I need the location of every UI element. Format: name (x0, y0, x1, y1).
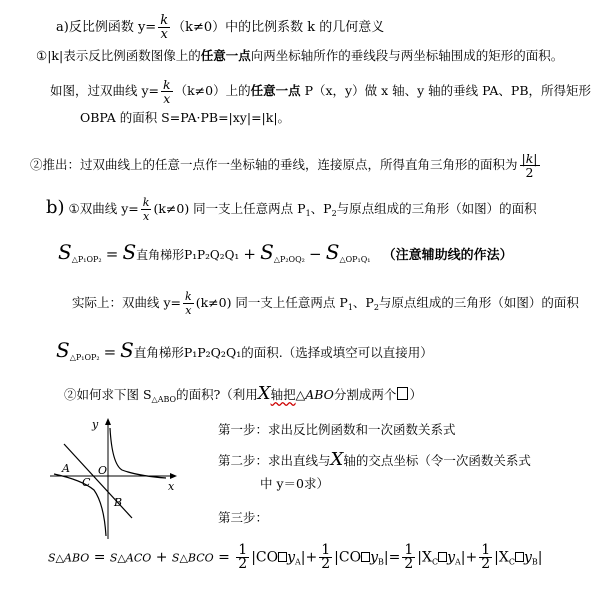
point-2-line (30, 152, 542, 179)
y-axis-arrow (105, 418, 111, 425)
question-x: X (257, 383, 271, 404)
formula-1-eq: = (105, 245, 119, 263)
step-2-text-b: 轴的交点坐标（令一次函数关系式 (343, 453, 531, 468)
formula-2-tail: 的面积.（选择或填空可以直接用） (241, 345, 433, 360)
example-text-2: （k≠0）上的 (174, 83, 251, 98)
section-b-line (46, 196, 537, 223)
formula-1-sub-b: 直角梯形P₁P₂Q₂Q₁ (136, 248, 240, 262)
section-a-text-2: （k≠0）中的比例系数 k 的几何意义 (172, 20, 385, 35)
sub-2: 2 (331, 209, 337, 218)
section-b-text-4: 与原点组成的三角形（如图）的面积 (336, 201, 537, 216)
step-2-text-a: 第二步：求出直线与 (218, 453, 331, 468)
question-sub: △ABO (151, 395, 177, 404)
formula-1 (58, 240, 513, 268)
formula-3-eq2: = (218, 549, 230, 566)
k-over-x-fraction-3: $\frac{k}{x}$ (142, 196, 150, 223)
formula-3-b: B (378, 557, 384, 567)
formula-3-saco: S△ACO (109, 551, 152, 565)
section-a-heading (56, 14, 384, 41)
formula-3-yb-2: y (523, 549, 532, 566)
actually-text-3: 、P (352, 295, 374, 310)
formula-2-eq: = (103, 343, 117, 361)
box-2 (361, 552, 370, 562)
formula-3-c-1: C (431, 557, 439, 567)
example-bold: 任意一点 (250, 83, 301, 98)
formula-1-plus: + (243, 245, 256, 263)
formula-3-plus-3: + (465, 549, 478, 566)
formula-3-a-2: A (455, 557, 461, 567)
step-2-x: X (330, 449, 344, 470)
k-over-x-fraction-2: $\frac{k}{x}$ (163, 77, 171, 106)
circle-1: ① (36, 48, 48, 63)
formula-1-s1: S (58, 240, 72, 264)
step-3 (218, 510, 268, 526)
formula-3-lhs: S△ABO (48, 551, 90, 565)
k-over-2-fraction: $\frac{|k|}{2}$ (521, 151, 538, 180)
formula-3-eq1: = (93, 549, 106, 566)
example-text-1: 如图，过双曲线 y= (50, 83, 160, 98)
label-B: B (114, 496, 123, 509)
actually-line (72, 290, 579, 317)
question-triangle: △ABO (295, 387, 334, 402)
label-C: C (82, 476, 91, 489)
label-x: x (168, 480, 175, 493)
section-a-text-1: a)反比例函数 y= (56, 20, 157, 35)
formula-1-s3: S (260, 240, 274, 264)
step-3-text: 第三步： (218, 510, 269, 525)
step-1-text: 第一步：求出反比例函数和一次函数关系式 (218, 422, 456, 437)
point-1-example-line (50, 78, 591, 105)
actually-text-1: 实际上：双曲线 y= (72, 295, 182, 310)
formula-3-xc-1: |X (417, 549, 432, 566)
hyperbola-lower (54, 474, 106, 536)
question-text-2: 的面积?（利用 (176, 387, 258, 402)
question-text-3: 轴把 (270, 387, 296, 402)
half-2: $\frac{1}{2}$ (321, 542, 331, 572)
formula-3-plus-1: + (155, 549, 168, 566)
section-b-text-2: (k≠0) 同一支上任意两点 P (153, 201, 306, 216)
formula-3-ya: y (287, 549, 296, 566)
question-text-5: ） (409, 387, 422, 402)
step-2-text-c: 中 y＝0求） (260, 476, 329, 491)
formula-3-b-2: B (531, 557, 538, 567)
sub-1: 1 (305, 209, 311, 218)
point-2-text: ②推出：过双曲线上的任意一点作一坐标轴的垂线，连接原点，所得直角三角形的面积为 (30, 157, 518, 172)
formula-3-sbco: S△BCO (171, 551, 214, 565)
formula-1-note: （注意辅助线的作法） (382, 248, 513, 263)
k-over-x-fraction-4: $\frac{k}{x}$ (185, 290, 192, 317)
formula-1-s4: S (325, 240, 340, 264)
k-over-x-fraction: $\frac{k}{x}$ (160, 13, 169, 42)
x-axis-arrow (170, 473, 177, 479)
question-line (64, 383, 422, 408)
formula-3-plus-2: + (305, 549, 318, 566)
rectangle-area-text: OBPA 的面积 S=PA·PB=|xy|=|k|。 (80, 110, 291, 125)
circle-b1: ① (68, 201, 80, 216)
formula-1-sub-d: △OP₁Q₁ (339, 255, 371, 264)
formula-2-trap: 直角梯形P₁P₂Q₂Q₁ (133, 345, 242, 360)
actually-text-4: 与原点组成的三角形（如图）的面积 (378, 295, 579, 310)
step-1 (218, 422, 456, 438)
question-text-1: ②如何求下图 S (64, 387, 152, 402)
section-b-label: b) (46, 197, 65, 218)
label-A: A (62, 462, 70, 475)
formula-3-co-1: |CO (251, 549, 279, 566)
box-4 (515, 552, 524, 562)
step-2 (218, 449, 531, 470)
label-O: O (98, 464, 108, 477)
section-b-text-3: 、P (310, 201, 332, 216)
formula-3-c-2: C (508, 557, 515, 567)
formula-3-ya-2: y (447, 549, 455, 566)
label-y: y (92, 418, 99, 431)
half-4: $\frac{1}{2}$ (481, 542, 491, 572)
formula-1-minus: − (309, 245, 322, 263)
example-text-3: P（x，y）做 x 轴、y 轴的垂线 PA、PB，所得矩形 (300, 83, 592, 98)
formula-1-sub-c: △P₂OQ₂ (273, 255, 305, 264)
formula-3-co-2: |CO (334, 549, 362, 566)
formula-3-eq3: = (388, 549, 401, 566)
formula-2-sub-a: △P₁OP₂ (69, 353, 100, 362)
formula-3: S△ABO = S△ACO + S△BCO = $\frac{1}{2}$ |CO $y_A|+$ $\frac{1}{2}$ |CO $y_B|=$ $\frac{1}{2}$ $|X_C$ $y_A|+$ $\frac{1}{2}$ $|X_C$ $y_B|$ (48, 542, 543, 572)
actually-text-2: (k≠0) 同一支上任意两点 P (195, 295, 348, 310)
point-1-line (36, 48, 563, 64)
point-1-text-1: |k|表示反比例函数图像上的 (47, 48, 201, 63)
formula-2-s1: S (56, 338, 70, 362)
formula-3-a: A (295, 557, 301, 567)
half-1: $\frac{1}{2}$ (238, 542, 248, 572)
formula-2-s2: S (120, 338, 134, 362)
formula-1-sub-a: △P₁OP₂ (71, 255, 102, 264)
box-1 (278, 552, 287, 562)
graph (48, 414, 178, 544)
formula-2 (56, 338, 433, 366)
sub-3: 1 (347, 303, 353, 312)
formula-3-xc-2: |X (494, 549, 509, 566)
blank-box (397, 387, 408, 400)
half-3: $\frac{1}{2}$ (404, 542, 414, 572)
hyperbola-upper (110, 428, 166, 478)
point-1-text-2: 向两坐标轴所作的垂线段与两坐标轴围成的矩形的面积。 (250, 48, 564, 63)
section-b-text-1: 双曲线 y= (79, 201, 139, 216)
formula-1-s2: S (122, 240, 137, 264)
rectangle-area-line (80, 110, 290, 126)
formula-3-yb: y (370, 549, 378, 566)
sub-4: 2 (373, 303, 379, 312)
box-3 (438, 552, 447, 562)
step-2-cont (260, 476, 329, 492)
point-1-bold: 任意一点 (200, 48, 251, 63)
question-text-4: 分割成两个 (333, 387, 397, 402)
